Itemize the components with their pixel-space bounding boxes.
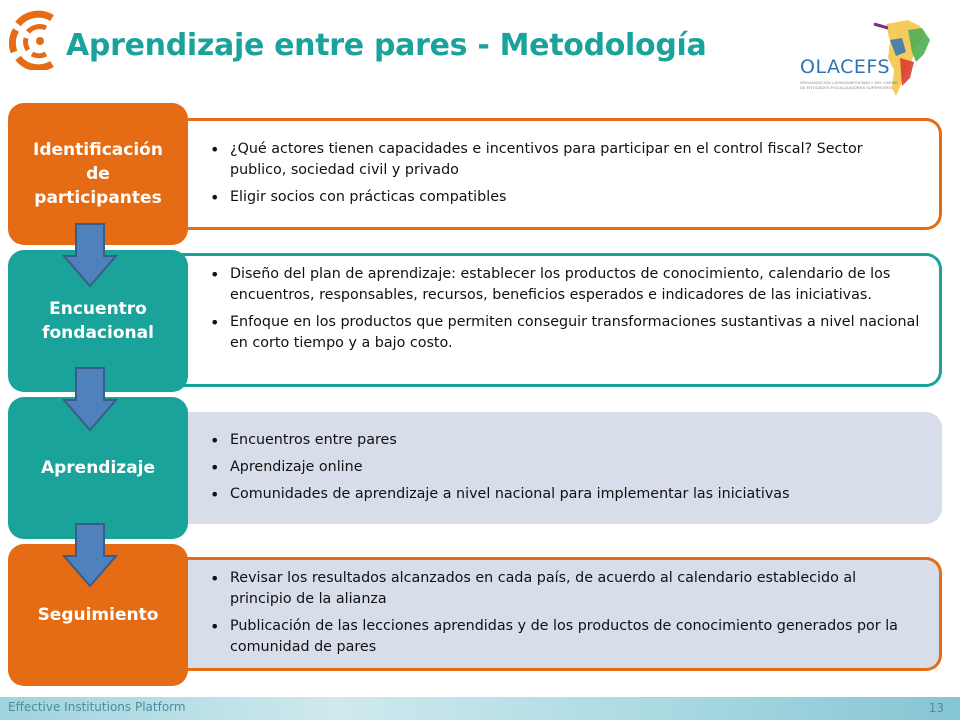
- step-4-bullet: • Publicación de las lecciones aprendidas y de los productos de conocimiento generados por la comunidad de pares: [210, 616, 921, 658]
- page-title: Aprendizaje entre pares - Metodología: [66, 28, 707, 63]
- step-2-label-line: Encuentro: [49, 299, 147, 319]
- step-3-bullet: • Aprendizaje online: [210, 457, 924, 478]
- step-4-bullet: • Revisar los resultados alcanzados en cada país, de acuerdo al calendario establecido al principio de la alianza: [210, 568, 921, 610]
- olacefs-logo-subtext: ORGANIZACIÓN LATINOAMERICANA Y DEL CARIBE DE ENTIDADES FISCALIZADORAS SUPERIORES: [800, 80, 899, 90]
- olacefs-logo-text: OLACEFS: [800, 56, 891, 78]
- step-2-bullet: • Diseño del plan de aprendizaje: establecer los productos de conocimiento, calendario de los encuentros, responsables, recursos, beneficios esperados e indicadores de las iniciativas.: [210, 264, 921, 306]
- platform-logo-icon: [8, 10, 60, 70]
- step-1-bullets: [210, 139, 921, 214]
- step-1-label-line: participantes: [34, 188, 162, 208]
- step-3-label-line: Aprendizaje: [40, 458, 156, 478]
- step-4-label-line: Seguimiento: [37, 605, 159, 625]
- step-1-content-box: [170, 118, 942, 230]
- step-2-bullet: • Enfoque en los productos que permiten conseguir transformaciones sustantivas a nivel nacional en corto tiempo y a bajo costo.: [210, 312, 921, 354]
- step-4-bullets: [210, 568, 921, 664]
- step-4-content-box: [170, 557, 942, 671]
- down-arrow-icon: [62, 222, 118, 288]
- step-3-bullet: • Encuentros entre pares: [210, 430, 924, 451]
- step-1-bullet: • ¿Qué actores tienen capacidades e incentivos para participar en el control fiscal? Sector publico, sociedad civil y privado: [210, 139, 921, 181]
- step-3-content-box: [170, 412, 942, 524]
- step-2-bullets: [210, 264, 921, 360]
- step-2-label-line: fondacional: [42, 323, 154, 343]
- step-1-bullet: • Eligir socios con prácticas compatibles: [210, 187, 921, 208]
- down-arrow-icon: [62, 366, 118, 432]
- footer-text: Effective Institutions Platform: [8, 700, 186, 714]
- page-number: 13: [928, 701, 944, 715]
- step-2-content-box: [170, 253, 942, 387]
- step-1-label-line: de: [86, 164, 110, 184]
- step-1-label-line: Identificación: [33, 140, 163, 160]
- down-arrow-icon: [62, 522, 118, 588]
- step-3-bullets: [210, 430, 924, 511]
- step-3-bullet: • Comunidades de aprendizaje a nivel nacional para implementar las iniciativas: [210, 484, 924, 505]
